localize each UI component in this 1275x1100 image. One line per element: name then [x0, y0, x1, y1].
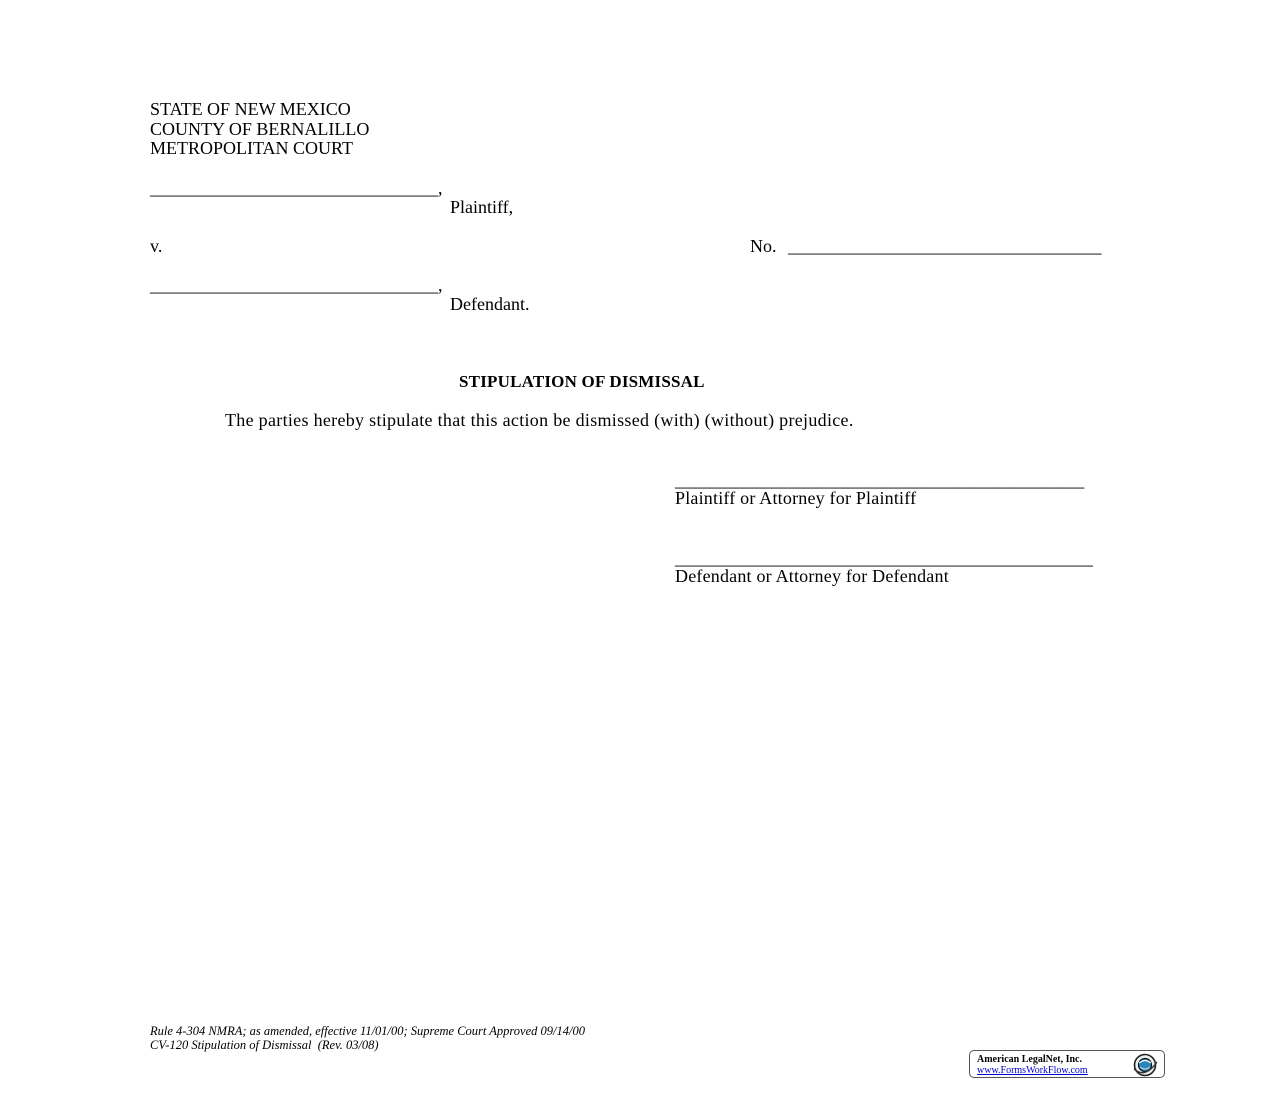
plaintiff-label: Plaintiff,	[450, 197, 514, 217]
defendant-name-blank[interactable]: ________________________________,	[150, 275, 443, 295]
court-county: COUNTY OF BERNALILLO	[150, 118, 370, 139]
defendant-signature-line[interactable]: ________________________________________________	[675, 548, 1093, 568]
plaintiff-name-blank[interactable]: ________________________________,	[150, 178, 443, 198]
court-name: METROPOLITAN COURT	[150, 138, 353, 158]
stipulation-text: The parties hereby stipulate that this action be dismissed (with) (without) prejudice.	[225, 410, 854, 430]
versus-text: v.	[150, 236, 163, 256]
defendant-label: Defendant.	[450, 294, 530, 314]
logo-url-link[interactable]: www.FormsWorkFlow.com	[977, 1065, 1088, 1076]
case-number-blank[interactable]: ____________________________________	[788, 236, 1102, 256]
globe-icon	[1130, 1053, 1160, 1077]
footer-rule: Rule 4-304 NMRA; as amended, effective 11/01/00; Supreme Court Approved 09/14/00	[150, 1024, 585, 1038]
defendant-signature-label: Defendant or Attorney for Defendant	[675, 566, 949, 586]
american-legalnet-logo[interactable]	[969, 1050, 1165, 1078]
plaintiff-signature-line[interactable]: _______________________________________________	[675, 470, 1084, 490]
court-state: STATE OF NEW MEXICO	[150, 99, 351, 119]
plaintiff-signature-label: Plaintiff or Attorney for Plaintiff	[675, 488, 917, 508]
document-title: STIPULATION OF DISMISSAL	[459, 372, 705, 391]
court-header	[150, 100, 369, 159]
case-number-label: No.	[750, 236, 777, 256]
logo-company-name: American LegalNet, Inc.	[977, 1054, 1082, 1065]
footer-form-id: CV-120 Stipulation of Dismissal (Rev. 03/08)	[150, 1038, 379, 1052]
